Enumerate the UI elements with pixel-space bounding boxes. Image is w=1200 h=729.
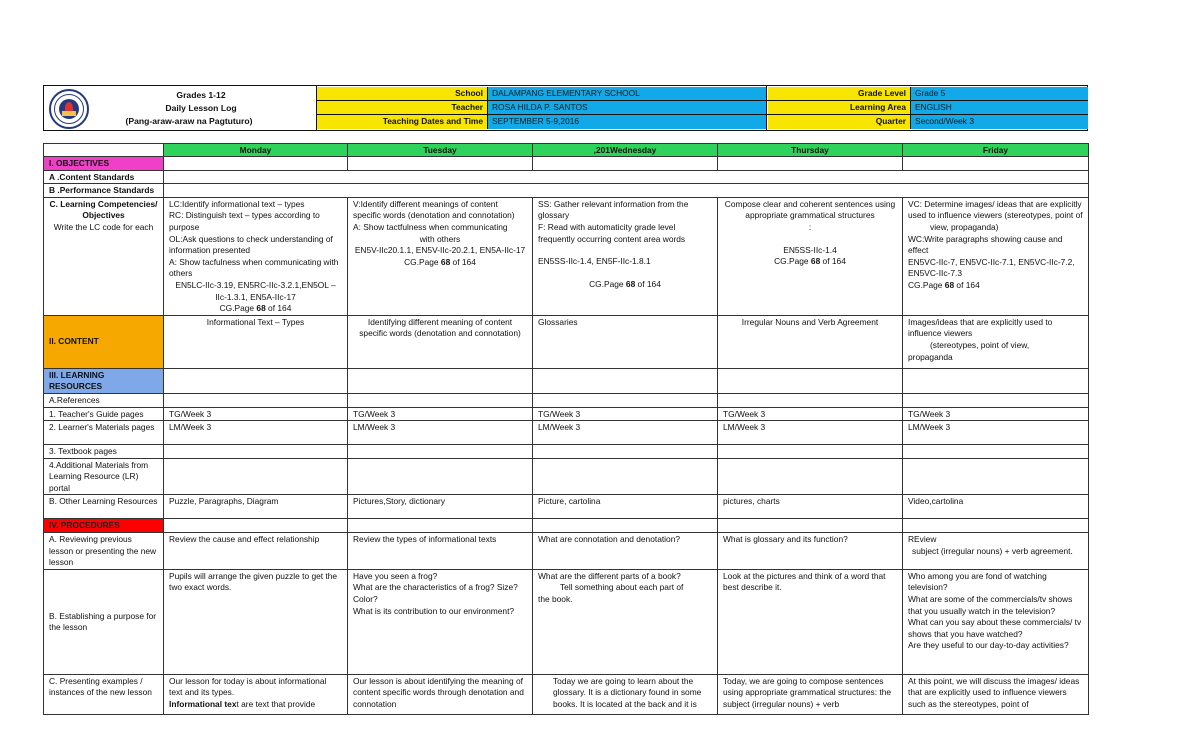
header-title-dll: Daily Lesson Log [165, 103, 237, 113]
area-label: Learning Area [768, 101, 911, 115]
day-header: Monday [164, 144, 348, 157]
proc-c-friday: At this point, we will discuss the images/ ideas that are explicitly used to influence viewers such as the stereotypes, point of [903, 674, 1089, 714]
competency-codes: EN5V-IIc20.1.1, EN5V-IIc-20.2.1, EN5A-IIc-17 [354, 245, 526, 256]
lm-label: 2. Learner's Materials pages [44, 421, 164, 445]
content-standards-row [44, 170, 1089, 184]
proc-b-label: B. Establishing a purpose for the lesson [44, 569, 164, 674]
proc-a-text-cont: subject (irregular nouns) + verb agreement. [912, 545, 1073, 556]
competency-text: V:Identify different meanings of content specific words (denotation and connotation) A: Show tactfulness when communicating [353, 198, 515, 232]
content-row [44, 315, 1089, 368]
proc-c-row [44, 674, 1089, 714]
proc-a-cell: What is glossary and its function? [718, 533, 903, 570]
competency-cg: CG.Page 68 of 164 [774, 256, 846, 267]
header-info-cells [316, 86, 1088, 130]
procedures-row [44, 519, 1089, 533]
proc-b-wednesday [533, 569, 718, 674]
resources-heading: III. LEARNING RESOURCES [44, 368, 164, 393]
quarter-value: Second/Week 3 [911, 115, 1088, 129]
dates-row [316, 115, 766, 129]
proc-b-monday: Pupils will arrange the given puzzle to get the two exact words. [164, 569, 348, 674]
proc-c-tuesday: Our lesson is about identifying the meaning of content specific words through denotation and connotation [348, 674, 533, 714]
proc-b-friday: Who among you are fond of watching television? What are some of the commercials/tv shows that you usually watch in the television? What can you say about these commercials/ tv shows that you have watched? Are they useful to our day-to-day activities? [903, 569, 1089, 674]
dates-label: Teaching Dates and Time [316, 115, 488, 129]
proc-b-text-end: the book. [538, 594, 573, 605]
competency-text: VC: Determine images/ ideas that are explicitly used to influence viewers (stereotypes, point of [908, 198, 1083, 221]
content-text-cont: (stereotypes, point of view, [930, 339, 1030, 350]
content-heading: II. CONTENT [44, 315, 164, 368]
grade-row [768, 87, 1088, 101]
tg-cell: TG/Week 3 [718, 407, 903, 421]
days-header-row [44, 144, 1089, 157]
competencies-label-cell [44, 197, 164, 315]
tg-cell: TG/Week 3 [164, 407, 348, 421]
school-label: School [316, 87, 488, 101]
proc-b-text-cont: Tell something about each part of [560, 582, 684, 593]
lm-cell: LM/Week 3 [164, 421, 348, 445]
performance-standards-label: B .Performance Standards [44, 184, 164, 198]
competency-cg: CG.Page 68 of 164 [908, 279, 980, 290]
content-tuesday: Identifying different meaning of content specific words (denotation and connotation) [348, 315, 533, 368]
competency-text: LC:Identify informational text – types RC: Distinguish text – types according to purpose OL:Ask questions to check understanding of information presented A: Show tacfulness when communicating with others [169, 198, 339, 279]
content-text-end: propaganda [908, 351, 953, 362]
tg-cell: TG/Week 3 [348, 407, 533, 421]
competency-text-wc: WC:Write paragraphs showing cause and effect [908, 233, 1063, 256]
area-value: ENGLISH [911, 101, 1088, 115]
quarter-row [768, 115, 1088, 129]
day-header: ,201Wednesday [533, 144, 718, 157]
proc-c-monday [164, 674, 348, 714]
content-friday [903, 315, 1089, 368]
other-cell: Picture, cartolina [533, 495, 718, 519]
references-label: A.References [44, 393, 164, 407]
content-wednesday: Glossaries [533, 315, 718, 368]
grade-value: Grade 5 [911, 87, 1088, 101]
procedures-heading: IV. PROCEDURES [44, 519, 164, 533]
proc-a-friday [903, 533, 1089, 570]
competency-codes: EN5VC-IIc-7, EN5VC-IIc-7.1, EN5VC-IIc-7.2, EN5VC-IIc-7.3 [908, 256, 1075, 279]
competency-text: Compose clear and coherent sentences using appropriate grammatical structures [724, 198, 896, 221]
other-cell: Puzzle, Paragraphs, Diagram [164, 495, 348, 519]
tg-cell: TG/Week 3 [903, 407, 1089, 421]
proc-a-cell: Review the cause and effect relationship [164, 533, 348, 570]
proc-c-bold-t: t [236, 699, 239, 710]
additional-materials-label: 4.Additional Materials from Learning Resource (LR) portal [44, 458, 164, 495]
textbook-label: 3. Textbook pages [44, 445, 164, 459]
content-thursday: Irregular Nouns and Verb Agreement [718, 315, 903, 368]
header-title-block [44, 86, 314, 130]
proc-b-text: What are the different parts of a book? [538, 570, 681, 581]
teacher-label: Teacher [316, 101, 488, 115]
other-cell: Video,cartolina [903, 495, 1089, 519]
proc-a-cell: What are connotation and denotation? [533, 533, 718, 570]
tg-label: 1. Teacher's Guide pages [44, 407, 164, 421]
competency-cg: CG.Page 68 of 164 [404, 256, 476, 267]
proc-a-label: A. Reviewing previous lesson or presenting the new lesson [44, 533, 164, 570]
header-title-filipino: (Pang-araw-araw na Pagtuturo) [125, 116, 253, 126]
competency-cg: CG.Page 68 of 164 [589, 278, 661, 289]
lm-cell: LM/Week 3 [718, 421, 903, 445]
header-title-grades: Grades 1-12 [176, 90, 226, 100]
proc-a-text: REview [908, 534, 937, 545]
proc-c-thursday: Today, we are going to compose sentences using appropriate grammatical structures: the subject (irregular nouns) + verb [718, 674, 903, 714]
lm-cell: LM/Week 3 [903, 421, 1089, 445]
corner-cell [44, 144, 164, 157]
proc-c-text: Our lesson for today is about informational text and its types. [169, 675, 327, 698]
content-text: Images/ideas that are explicitly used to influence viewers [908, 316, 1053, 339]
objectives-row [44, 157, 1089, 171]
competencies-tuesday [348, 197, 533, 315]
school-value: DALAMPANG ELEMENTARY SCHOOL [488, 87, 766, 101]
area-row [768, 101, 1088, 115]
competencies-friday [903, 197, 1089, 315]
competencies-row [44, 197, 1089, 315]
lm-row [44, 421, 1089, 445]
competency-text: SS: Gather relevant information from the glossary F: Read with automaticity grade level frequently occurring content area words [538, 198, 689, 244]
competencies-wednesday [533, 197, 718, 315]
tg-cell: TG/Week 3 [533, 407, 718, 421]
additional-materials-row [44, 458, 1089, 495]
other-cell: pictures, charts [718, 495, 903, 519]
competency-text-cont: with others [419, 233, 461, 244]
competencies-label: C. Learning Competencies/ Objectives [49, 198, 158, 221]
day-header: Tuesday [348, 144, 533, 157]
school-row [316, 87, 766, 101]
teacher-row [316, 101, 766, 115]
proc-a-row [44, 533, 1089, 570]
proc-a-cell: Review the types of informational texts [348, 533, 533, 570]
proc-c-wednesday: Today we are going to learn about the glossary. It is a dictionary found in some books. It is located at the back and it is [533, 674, 718, 714]
proc-b-row [44, 569, 1089, 674]
performance-standards-row [44, 184, 1089, 198]
competency-colon: : [808, 221, 812, 232]
competencies-monday [164, 197, 348, 315]
resources-row [44, 368, 1089, 393]
competency-codes: EN5SS-IIc-1.4 [783, 244, 837, 255]
content-monday: Informational Text – Types [164, 315, 348, 368]
textbook-row [44, 445, 1089, 459]
competency-codes: EN5SS-IIc-1.4, EN5F-IIc-1.8.1 [538, 256, 651, 267]
deped-seal-icon [49, 89, 89, 129]
proc-b-thursday: Look at the pictures and think of a word that best describe it. [718, 569, 903, 674]
objectives-heading: I. OBJECTIVES [44, 157, 164, 171]
lm-cell: LM/Week 3 [348, 421, 533, 445]
grade-label: Grade Level [768, 87, 911, 101]
dll-header [43, 85, 1088, 131]
references-row [44, 393, 1089, 407]
competencies-note: Write the LC code for each [53, 221, 154, 232]
competency-cg: CG.Page 68 of 164 [219, 303, 292, 314]
competencies-thursday [718, 197, 903, 315]
dates-value: SEPTEMBER 5-9,2016 [488, 115, 766, 129]
other-resources-row [44, 495, 1089, 519]
teacher-value: ROSA HILDA P. SANTOS [488, 101, 766, 115]
day-header: Friday [903, 144, 1089, 157]
other-resources-label: B. Other Learning Resources [44, 495, 164, 519]
proc-c-label: C. Presenting examples / instances of the new lesson [44, 674, 164, 714]
lm-cell: LM/Week 3 [533, 421, 718, 445]
daily-lesson-log-table [43, 143, 1089, 715]
day-header: Thursday [718, 144, 903, 157]
other-cell: Pictures,Story, dictionary [348, 495, 533, 519]
competency-text-cont: view, propaganda) [930, 221, 999, 232]
quarter-label: Quarter [768, 115, 911, 129]
content-standards-label: A .Content Standards [44, 170, 164, 184]
proc-c-text-rest: are text that provide [238, 699, 316, 710]
tg-row [44, 407, 1089, 421]
competency-codes: EN5LC-IIc-3.19, EN5RC-IIc-3.2.1,EN5OL – IIc-1.3.1, EN5A-IIc-17 [175, 279, 336, 302]
proc-c-bold-term: Informational tex [169, 699, 237, 710]
proc-b-tuesday: Have you seen a frog? What are the characteristics of a frog? Size? Color? What is its contribution to our environment? [348, 569, 533, 674]
